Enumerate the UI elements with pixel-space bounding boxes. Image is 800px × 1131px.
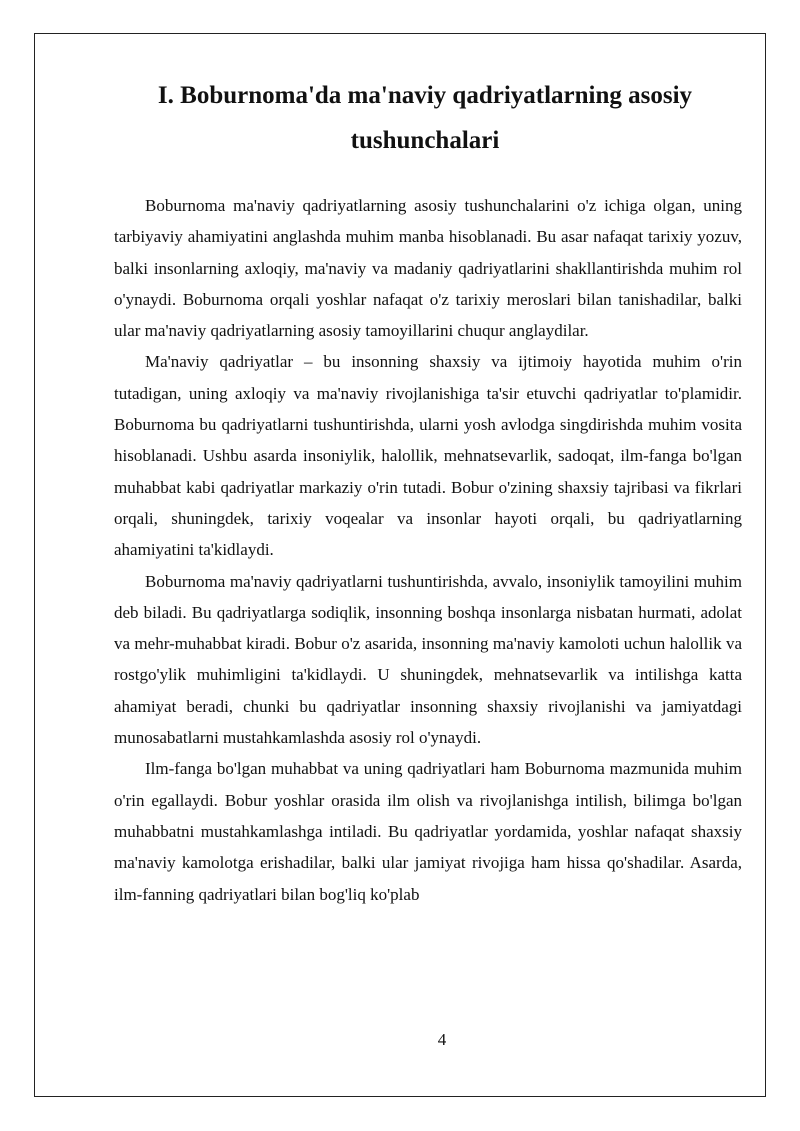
paragraph-1: Boburnoma ma'naviy qadriyatlarning asosiy tushunchalarini o'z ichiga olgan, uning tarbiyaviy ahamiyatini anglashda muhim manba hisoblanadi. Bu asar nafaqat tarixiy yozuv, balki insonlarning axloqiy, ma'naviy va madaniy qadriyatlarini shakllantirishda muhim rol o'ynaydi. Boburnoma orqali yoshlar nafaqat o'z tarixiy meroslari bilan tanishadilar, balki ular ma'naviy qadriyatlarning asosiy tamoyillarini chuqur anglaydilar. (114, 196, 742, 341)
paragraph-2: Ma'naviy qadriyatlar – bu insonning shaxsiy va ijtimoiy hayotida muhim o'rin tutadigan, uning axloqiy va ma'naviy rivojlanishiga ta'sir etuvchi qadriyatlar to'plamidir. Boburnoma bu qadriyatlarni tushuntirishda, ularni yosh avlodga singdirishda muhim vosita hisoblanadi. Ushbu asarda insoniylik, halollik, mehnatsevarlik, sadoqat, ilm-fanga bo'lgan muhabbat kabi qadriyatlar markaziy o'rin tutadi. Bobur o'zining shaxsiy tajribasi va fikrlari orqali, shuningdek, tarixiy voqealar va insonlar hayoti orqali, bu qadriyatlarning ahamiyatini ta'kidlaydi. (114, 352, 742, 560)
paragraph-4: Ilm-fanga bo'lgan muhabbat va uning qadriyatlari ham Boburnoma mazmunida muhim o'rin egallaydi. Bobur yoshlar orasida ilm olish va rivojlanishga intilish, bilimga bo'lgan muhabbatni mustahkamlashga intiladi. Bu qadriyatlar yordamida, yoshlar nafaqat shaxsiy ma'naviy kamolotga erishadilar, balki ular jamiyat rivojiga ham hissa qo'shadilar. Asarda, ilm-fanning qadriyatlari bilan bog'liq ko'plab (114, 759, 742, 904)
section-title-line-1: I. Boburnoma'da ma'naviy qadriyatlarning asosiy (157, 82, 693, 109)
page-number: 4 (437, 1030, 447, 1049)
paragraph-3: Boburnoma ma'naviy qadriyatlarni tushuntirishda, avvalo, insoniylik tamoyilini muhim deb biladi. Bu qadriyatlarga sodiqlik, insonning boshqa insonlarga nisbatan hurmati, adolat va mehr-muhabbat kiradi. Bobur o'z asarida, insonning ma'naviy kamoloti uchun halollik va rostgo'ylik muhimligini ta'kidlaydi. U shuningdek, mehnatsevarlik va intilishga katta ahamiyat beradi, chunki bu qadriyatlar insonning shaxsiy rivojlanishi va jamiyatdagi munosabatlarni mustahkamlashda asosiy rol o'ynaydi. (114, 571, 742, 748)
body-text (114, 190, 742, 910)
section-title-line-2: tushunchalari (350, 127, 500, 154)
